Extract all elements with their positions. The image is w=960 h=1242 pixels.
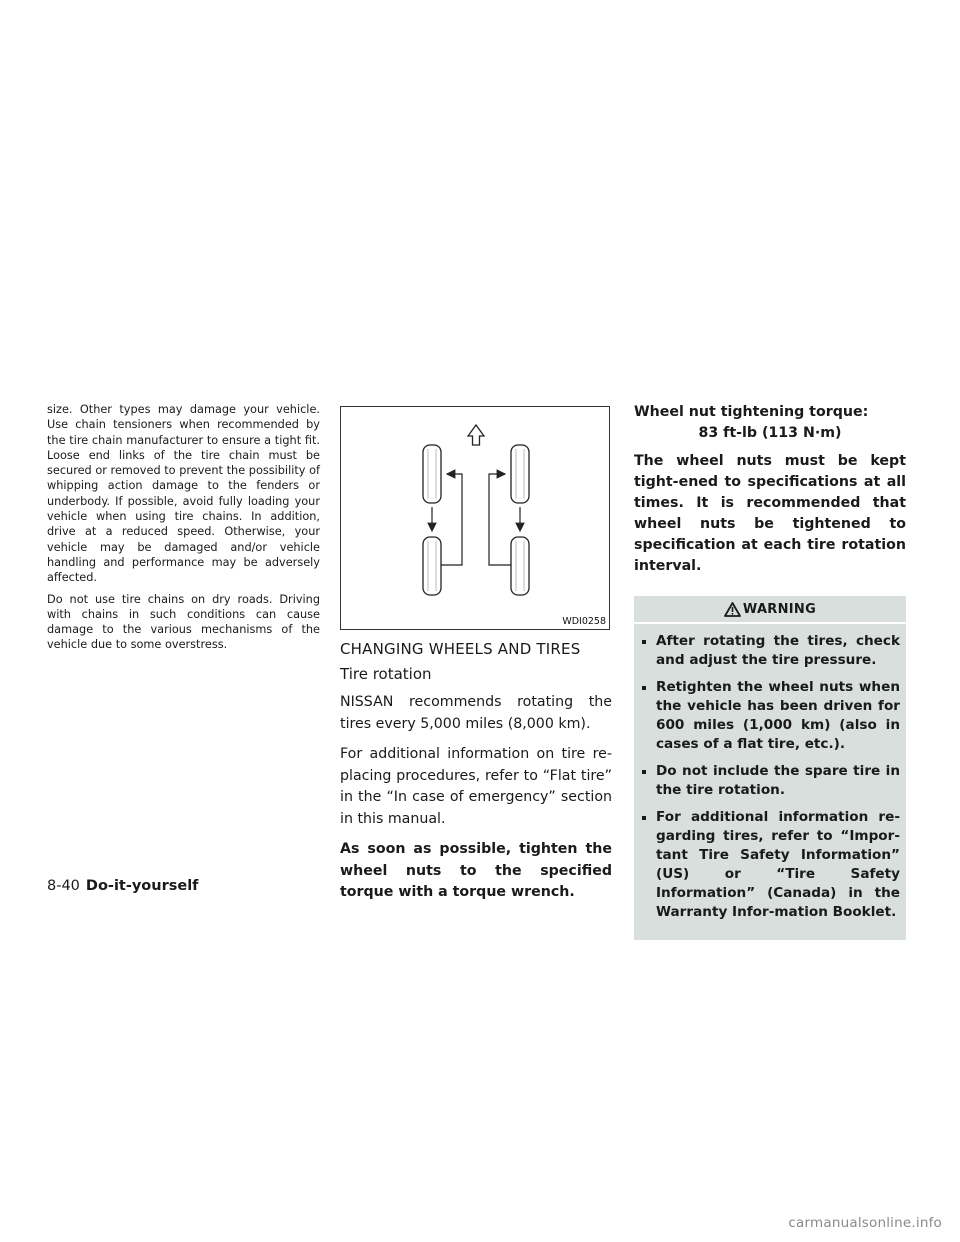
tire-rear-right [511, 537, 529, 595]
front-arrow-shape [468, 425, 484, 445]
warning-header [634, 596, 906, 624]
column-right [634, 402, 906, 940]
tire-rotation-figure [340, 406, 610, 630]
sub-heading: Tire rotation [340, 665, 432, 683]
section-heading: CHANGING WHEELS AND TIRES [340, 640, 581, 658]
dry-road-paragraph: Do not use tire chains on dry roads. Driving with chains in such conditions can cause damage to the various mechanisms of the vehicle due to some overstress. [47, 592, 320, 652]
replacing-reference-paragraph: For additional information on tire re-placing procedures, refer to “Flat tire” in the “In case of emergency” section in this manual. [340, 746, 612, 827]
column-left [47, 402, 320, 659]
warning-box [634, 596, 906, 940]
torque-label: Wheel nut tightening torque: [634, 404, 869, 420]
warning-triangle-icon [724, 602, 741, 617]
warning-item: Retighten the wheel nuts when the vehicle has been driven for 600 miles (1,000 km) (also in cases of a flat tire, etc.). [640, 678, 900, 754]
tire-front-right [511, 445, 529, 503]
tire-rotation-diagram-icon [341, 407, 611, 631]
rotation-interval-paragraph: NISSAN recommends rotating the tires every 5,000 miles (8,000 km). [340, 694, 612, 732]
page-footer [47, 878, 199, 894]
figure-code: WDI0258 [562, 616, 606, 627]
warning-item: Do not include the spare tire in the tire rotation. [640, 762, 900, 800]
tire-chain-paragraph: size. Other types may damage your vehicle. Use chain tensioners when recommended by the tire chain manufacturer to ensure a tight fit. Loose end links of the tire chain must be secured or removed to prevent the possibility of whipping action damage to the fenders or underbody. If possible, avoid fully loading your vehicle when using tire chains. In addition, drive at a reduced speed. Otherwise, your vehicle may be damaged and/or vehicle handling and performance may be adversely affected. [47, 403, 320, 585]
warning-item: For additional information re-garding tires, refer to “Impor-tant Tire Safety Information” (US) or “Tire Safety Information” (Canada) in the Warranty Infor-mation Booklet. [640, 808, 900, 922]
torque-value: 83 ft-lb (113 N·m) [698, 425, 842, 441]
arrow-rear-left-to-front-right [441, 474, 462, 565]
warning-item: After rotating the tires, check and adjust the tire pressure. [640, 632, 900, 670]
column-middle [340, 406, 612, 904]
page-number: 8-40 [47, 878, 80, 894]
warning-title: WARNING [742, 601, 817, 617]
arrow-rear-right-to-front-left [489, 474, 511, 565]
tire-front-left [423, 445, 441, 503]
tire-rear-left [423, 537, 441, 595]
keep-tight-paragraph: The wheel nuts must be kept tight-ened to specifications at all times. It is recommended that wheel nuts be tightened to specification at each tire rotation interval. [634, 453, 906, 574]
tighten-nuts-paragraph: As soon as possible, tighten the wheel nuts to the specified torque with a torque wrench. [340, 841, 612, 900]
chapter-title: Do-it-yourself [85, 878, 199, 894]
watermark: carmanualsonline.info [788, 1215, 942, 1231]
warning-list [634, 624, 906, 922]
